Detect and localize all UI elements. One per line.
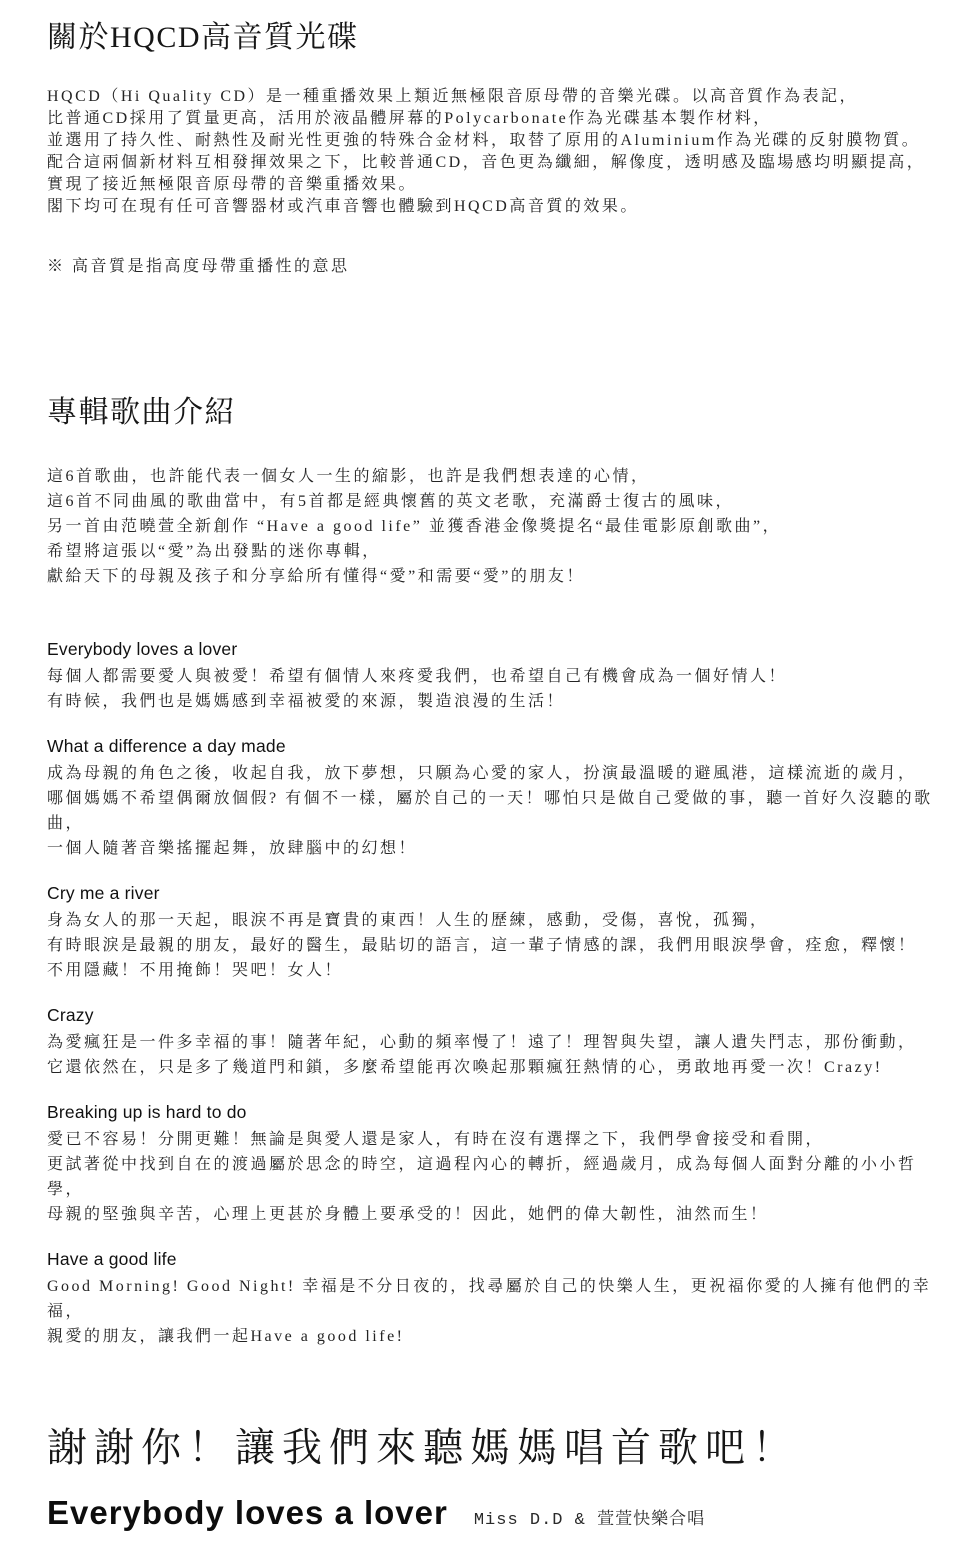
song-description-line: 有時候，我們也是媽媽感到幸福被愛的來源，製造浪漫的生活！ [47,693,566,710]
song-title: Crazy [47,1005,94,1025]
album-intro-line: 另一首由范曉萱全新創作 “Have a good life” 並獲香港金像獎提名“最佳電影原創歌曲”， [47,518,782,535]
album-section-title: 專輯歌曲介紹 [47,396,236,429]
song-description-line: 一個人隨著音樂搖擺起舞，放肆腦中的幻想！ [47,840,418,857]
song-block-cry-me-a-river [47,883,940,983]
song-block-breaking-up-is-hard-to-do [47,1102,940,1227]
song-description-line: 有時眼淚是最親的朋友，最好的醫生，最貼切的語言，這一輩子情感的課，我們用眼淚學會，痊愈，釋懷！ [47,937,917,954]
song-description-line: Good Morning! Good Night! 幸福是不分日夜的，找尋屬於自己的快樂人生，更祝福你愛的人擁有他們的幸福， [47,1278,932,1320]
song-block-everybody-loves-a-lover [47,639,940,714]
song-description-line: 哪個媽媽不希望偶爾放個假? 有個不一樣，屬於自己的一天！哪怕只是做自己愛做的事，聽一首好久沒聽的歌曲， [47,790,933,832]
hqcd-description-line: 閣下均可在現有任可音響器材或汽車音響也體驗到HQCD高音質的效果。 [47,198,639,215]
song-title: What a difference a day made [47,736,286,756]
song-block-have-a-good-life [47,1249,940,1349]
album-intro-line: 希望將這張以“愛”為出發點的迷你專輯， [47,543,381,560]
album-title: Everybody loves a lover [47,1494,448,1531]
song-description-line: 為愛瘋狂是一件多幸福的事！隨著年紀，心動的頻率慢了！遠了！理智與失望，讓人遺失鬥志，那份衝動， [47,1034,917,1051]
hqcd-description-line: HQCD（Hi Quality CD）是一種重播效果上類近無極限音原母帶的音樂光碟。以高音質作為表記， [47,88,859,105]
song-block-what-a-difference-a-day-made [47,736,940,861]
song-block-crazy [47,1005,940,1080]
song-title: Breaking up is hard to do [47,1102,247,1122]
hqcd-description-line: 並選用了持久性、耐熱性及耐光性更強的特殊合金材料，取替了原用的Aluminium作為光碟的反射膜物質。 [47,132,921,149]
closing-section [47,1419,940,1544]
hqcd-description-line: 實現了接近無極限音原母帶的音樂重播效果。 [47,176,418,193]
song-description-line: 愛已不容易！分開更難！無論是與愛人還是家人，有時在沒有選擇之下，我們學會接受和看開， [47,1131,825,1148]
hqcd-description [47,86,940,218]
album-artist-credit: Miss D.D & 萱萱快樂合唱 [473,1511,706,1530]
album-intro-line: 這6首不同曲風的歌曲當中，有5首都是經典懷舊的英文老歌，充滿爵士復古的風味， [47,493,735,510]
song-description-line: 不用隱藏！不用掩飾！哭吧！女人！ [47,962,344,979]
song-description-line: 成為母親的角色之後，收起自我，放下夢想，只願為心愛的家人，扮演最溫暖的避風港，這樣流逝的歲月， [47,765,917,782]
album-intro-line: 獻給天下的母親及孩子和分享給所有懂得“愛”和需要“愛”的朋友！ [47,568,585,585]
album-intro [47,464,940,589]
song-title: Everybody loves a lover [47,639,238,659]
hqcd-description-line: 配合這兩個新材料互相發揮效果之下，比較普通CD，音色更為纖細，解像度，透明感及臨場感均明顯提高， [47,154,926,171]
song-description-line: 身為女人的那一天起，眼淚不再是寶貴的東西！人生的歷練，感動，受傷，喜悅，孤獨， [47,912,769,929]
hqcd-description-line: 比普通CD採用了質量更高，活用於液晶體屏幕的Polycarbonate作為光碟基本製作材料， [47,110,772,127]
closing-headline: 謝謝你！讓我們來聽媽媽唱首歌吧！ [47,1425,799,1470]
song-description-line: 母親的堅強與辛苦，心理上更甚於身體上要承受的！因此，她們的偉大韌性，油然而生！ [47,1206,769,1223]
hqcd-section-title: 關於HQCD高音質光碟 [47,21,359,54]
hqcd-footnote: ※ 高音質是指高度母帶重播性的意思 [47,258,350,275]
song-description-line: 每個人都需要愛人與被愛！希望有個情人來疼愛我們，也希望自己有機會成為一個好情人！ [47,668,788,685]
song-description-line: 更試著從中找到自在的渡過屬於思念的時空，這過程內心的轉折，經過歲月，成為每個人面對分離的小小哲學， [47,1156,917,1198]
song-list [47,639,940,1349]
album-title-row [47,1490,940,1544]
song-description-line: 親愛的朋友，讓我們一起Have a good life! [47,1328,405,1345]
album-section [47,390,940,1349]
album-intro-line: 這6首歌曲，也許能代表一個女人一生的縮影，也許是我們想表達的心情， [47,468,650,485]
song-title: Have a good life [47,1249,177,1269]
song-title: Cry me a river [47,883,160,903]
hqcd-section [47,16,940,278]
song-description-line: 它還依然在，只是多了幾道門和鎖，多麼希望能再次喚起那顆瘋狂熱情的心，勇敢地再愛一次！Crazy! [47,1059,883,1076]
